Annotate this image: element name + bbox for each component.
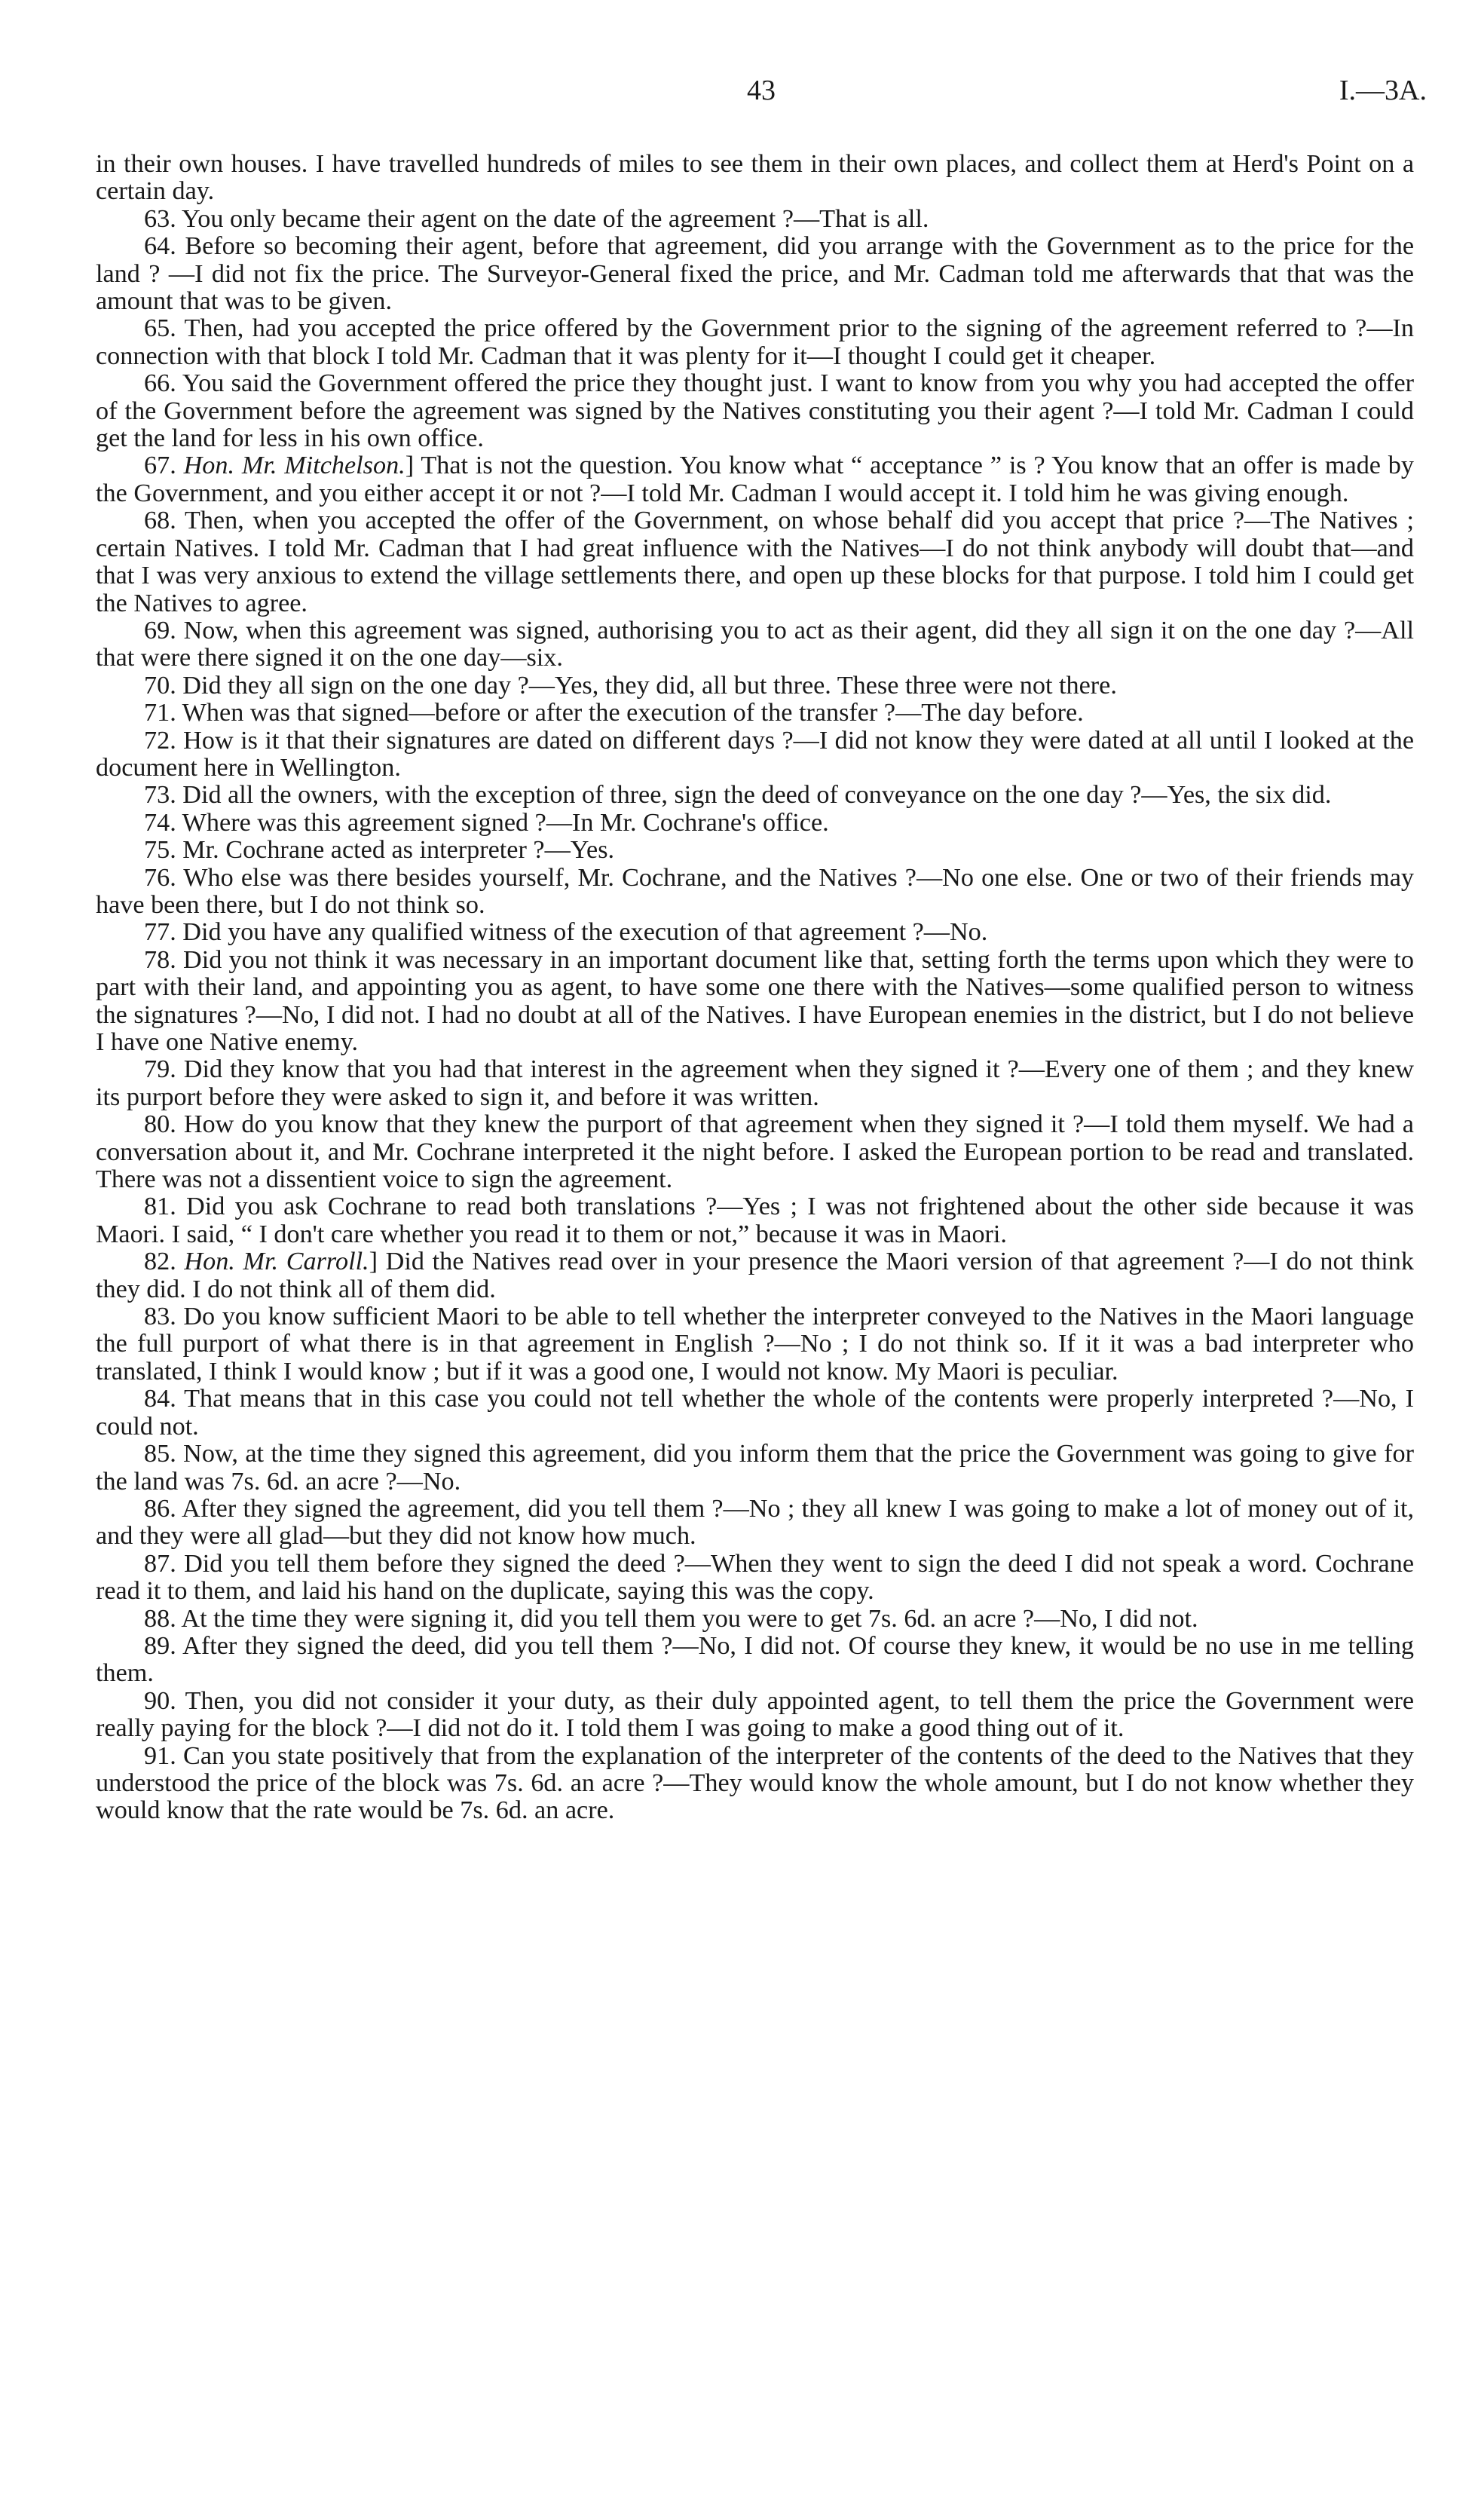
speaker-name: Hon. Mr. Carroll. xyxy=(184,1248,369,1276)
question-paragraph: 79. Did they know that you had that interest in the agreement when they signed it ?—Every one of them ; and they knew its purport before they were asked to sign it, and before it was written. xyxy=(96,1055,1414,1111)
question-paragraph: 80. How do you know that they knew the purport of that agreement when they signed it ?—I told them myself. We had a conversation about it, and Mr. Cochrane interpreted it the night before. I asked the European portion to be read and translated. There was not a dissentient voice to sign the agreement. xyxy=(96,1110,1414,1194)
speaker-name: Hon. Mr. Mitchelson. xyxy=(183,452,405,480)
question-paragraph: 75. Mr. Cochrane acted as interpreter ?—Yes. xyxy=(144,836,615,865)
question-paragraph: in their own houses. I have travelled hundreds of miles to see them in their own places, and collect them at Herd's Point on a certain day. xyxy=(96,150,1414,206)
question-paragraph: 71. When was that signed—before or after the execution of the transfer ?—The day before. xyxy=(144,699,1084,727)
question-paragraph: 72. How is it that their signatures are dated on different days ?—I did not know they were dated at all until I looked at the document here in Wellington. xyxy=(96,726,1414,782)
paragraph-text: ] Did the Natives read over in your presence the Maori version of that agreement ?—I do not think they did. I do not think all of them did. xyxy=(96,1248,1414,1303)
question-paragraph: 85. Now, at the time they signed this agreement, did you inform them that the price the Government was going to give for the land was 7s. 6d. an acre ?—No. xyxy=(96,1440,1414,1496)
question-paragraph: 68. Then, when you accepted the offer of the Government, on whose behalf did you accept that price ?—The Natives ; certain Natives. I told Mr. Cadman that I had great influence with the Natives—I do not think anybody will doubt that—and that I was very anxious to extend the village settlements there, and open up these blocks for that purpose. I told him I could get the Natives to agree. xyxy=(96,507,1414,617)
question-paragraph: 73. Did all the owners, with the exception of three, sign the deed of conveyance on the one day ?—Yes, the six did. xyxy=(144,781,1332,810)
question-paragraph: 77. Did you have any qualified witness of the execution of that agreement ?—No. xyxy=(144,918,988,947)
question-paragraph: 65. Then, had you accepted the price offered by the Government prior to the signing of the agreement referred to ?—In connection with that block I told Mr. Cadman that it was plenty for it—I thought I could get it cheaper. xyxy=(96,314,1414,370)
page-header xyxy=(0,74,1478,119)
paragraph-text: ] That is not the question. You know what “ acceptance ” is ? You know that an offer is made by the Government, and you either accept it or not ?—I told Mr. Cadman I would accept it. I told him he was giving enough. xyxy=(96,452,1414,507)
question-number: 67. xyxy=(144,452,184,480)
question-paragraph: 83. Do you know sufficient Maori to be able to tell whether the interpreter conveyed to the Natives in the Maori language the full purport of what there is in that agreement in English ?—No ; I do not think so. If it it was a bad interpreter who translated, I think I would know ; but if it was a good one, I would not know. My Maori is peculiar. xyxy=(96,1303,1414,1386)
question-paragraph: 84. That means that in this case you could not tell whether the whole of the contents were properly interpreted ?—No, I could not. xyxy=(96,1385,1414,1441)
question-paragraph: 87. Did you tell them before they signed the deed ?—When they went to sign the deed I did not speak a word. Cochrane read it to them, and laid his hand on the duplicate, saying this was the copy. xyxy=(96,1549,1414,1606)
page-number: 43 xyxy=(747,75,776,106)
question-paragraph xyxy=(96,452,1414,507)
question-paragraph: 89. After they signed the deed, did you tell them ?—No, I did not. Of course they knew, it would be no use in me telling them. xyxy=(96,1631,1414,1688)
question-paragraph: 63. You only became their agent on the date of the agreement ?—That is all. xyxy=(144,204,929,233)
question-paragraph: 70. Did they all sign on the one day ?—Yes, they did, all but three. These three were not there. xyxy=(144,671,1117,700)
question-paragraph: 66. You said the Government offered the price they thought just. I want to know from you why you had accepted the offer of the Government before the agreement was signed by the Natives constituting you their agent ?—I told Mr. Cadman I could get the land for less in his own office. xyxy=(96,369,1414,453)
question-paragraph: 81. Did you ask Cochrane to read both translations ?—Yes ; I was not frightened about the other side because it was Maori. I said, “ I don't care whether you read it to them or not,” because it was in Maori. xyxy=(96,1193,1414,1248)
question-paragraph: 91. Can you state positively that from the explanation of the interpreter of the contents of the deed to the Natives that they understood the price of the block was 7s. 6d. an acre ?—They would know the whole amount, but I do not know whether they would know that the rate would be 7s. 6d. an acre. xyxy=(96,1741,1414,1825)
question-paragraph: 90. Then, you did not consider it your duty, as their duly appointed agent, to tell them the price the Government were really paying for the block ?—I did not do it. I told them I was going to make a good thing out of it. xyxy=(96,1686,1414,1743)
question-paragraph: 86. After they signed the agreement, did you tell them ?—No ; they all knew I was going to make a lot of money out of it, and they were all glad—but they did not know how much. xyxy=(96,1494,1414,1551)
question-paragraph xyxy=(96,1248,1414,1303)
document-reference: I.—3A. xyxy=(1339,75,1427,106)
question-number: 82. xyxy=(144,1248,185,1276)
question-paragraph: 78. Did you not think it was necessary in an important document like that, setting forth the terms upon which they were to part with their land, and appointing you as agent, to have some one there with the Natives—some qualified person to witness the signatures ?—No, I did not. I had no doubt at all of the Natives. I have European enemies in the district, but I do not believe I have one Native enemy. xyxy=(96,945,1414,1056)
question-paragraph: 64. Before so becoming their agent, before that agreement, did you arrange with the Government as to the price for the land ? —I did not fix the price. The Surveyor-General fixed the price, and Mr. Cadman told me afterwards that that was the amount that was to be given. xyxy=(96,232,1414,316)
question-paragraph: 76. Who else was there besides yourself, Mr. Cochrane, and the Natives ?—No one else. One or two of their friends may have been there, but I do not think so. xyxy=(96,863,1414,919)
transcript-body xyxy=(96,151,1414,1825)
question-paragraph: 88. At the time they were signing it, did you tell them you were to get 7s. 6d. an acre ?—No, I did not. xyxy=(144,1604,1198,1633)
question-paragraph: 69. Now, when this agreement was signed, authorising you to act as their agent, did they all sign it on the one day ?—All that were there signed it on the one day—six. xyxy=(96,616,1414,672)
question-paragraph: 74. Where was this agreement signed ?—In Mr. Cochrane's office. xyxy=(144,808,829,837)
